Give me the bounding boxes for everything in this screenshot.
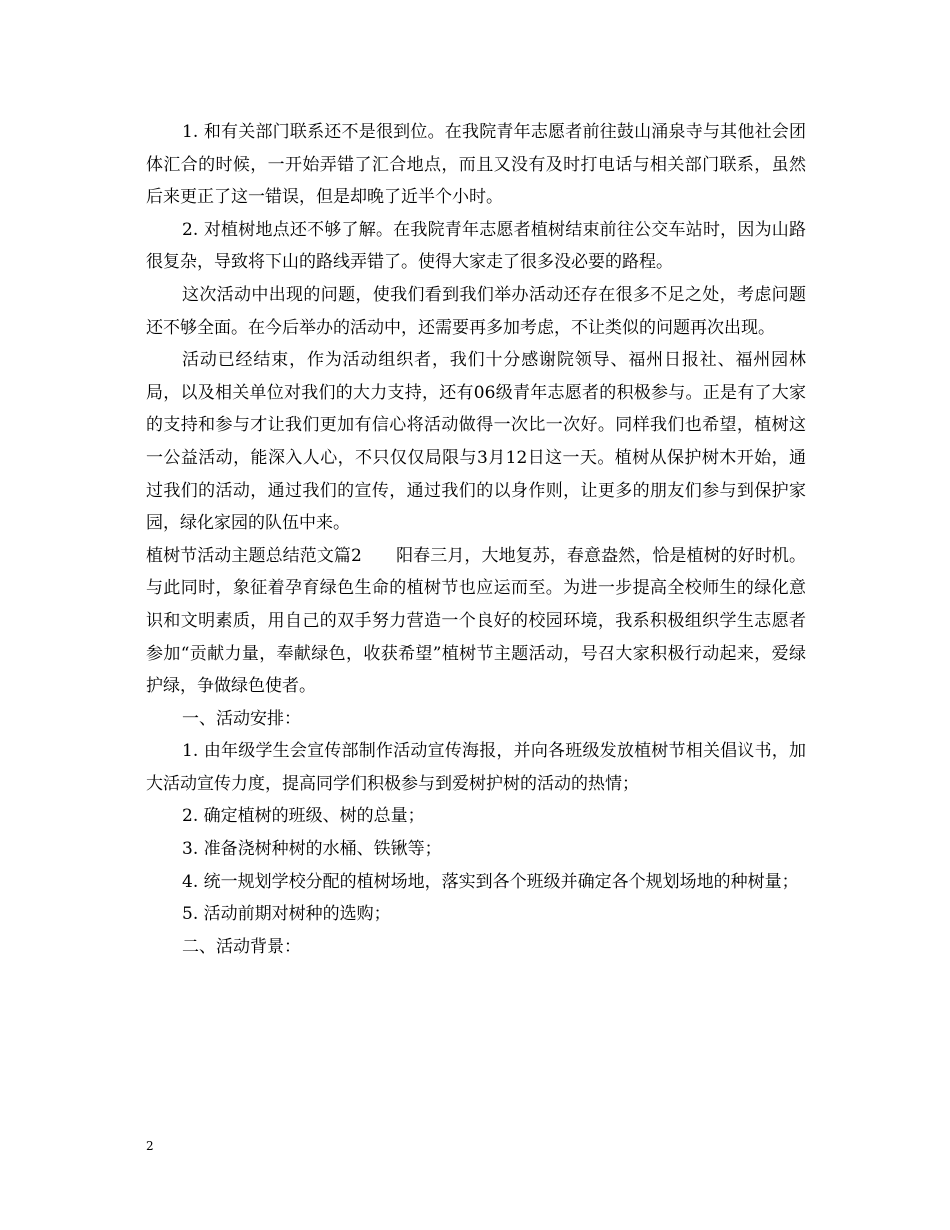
section-heading-background: 二、活动背景： bbox=[182, 936, 301, 957]
list-item-4: 4. 统一规划学校分配的植树场地，落实到各个班级并确定各个规划场地的种树量； bbox=[182, 871, 799, 892]
list-item-2: 2. 确定植树的班级、树的总量； bbox=[182, 806, 425, 827]
paragraph-3: 这次活动中出现的问题，使我们看到我们举办活动还存在很多不足之处，考虑问题还不够全面。在今后举办的活动中，还需要再多加考虑，不让类似的问题再次出现。 bbox=[146, 284, 806, 338]
list-item-5: 5. 活动前期对树种的选购； bbox=[182, 904, 391, 925]
list-item-1: 1. 由年级学生会宣传部制作活动宣传海报，并向各班级发放植树节相关倡议书，加大活动宣传力度，提高同学们积极参与到爱树护树的活动的热情； bbox=[146, 741, 806, 794]
page-number: 2 bbox=[146, 1139, 154, 1153]
list-item-3: 3. 准备浇树种树的水桶、铁锹等； bbox=[182, 839, 442, 860]
paragraph-2: 2. 对植树地点还不够了解。在我院青年志愿者植树结束前往公交车站时，因为山路很复杂，导致将下山的路线弄错了。使得大家走了很多没必要的路程。 bbox=[146, 219, 806, 273]
paragraph-4: 活动已经结束，作为活动组织者，我们十分感谢院领导、福州日报社、福州园林局，以及相关单位对我们的大力支持，还有06级青年志愿者的积极参与。正是有了大家的支持和参与才让我们更加有信心将活动做得一次比一次好。同样我们也希望，植树这一公益活动，能深入人心，不只仅仅局限与3月12日这一天。植树从保护树木开始，通过我们的活动，通过我们的宣传，通过我们的以身作则，让更多的朋友们参与到保护家园，绿化家园的队伍中来。 bbox=[146, 350, 806, 534]
document-body bbox=[146, 116, 806, 963]
paragraph-5: 植树节活动主题总结范文篇2 阳春三月，大地复苏，春意盎然，恰是植树的好时机。与此同时，象征着孕育绿色生命的植树节也应运而至。为进一步提高全校师生的绿化意识和文明素质，用自己的双手努力营造一个良好的校园环境，我系积极组织学生志愿者参加“贡献力量，奉献绿色，收获希望”植树节主题活动，号召大家积极行动起来，爱绿护绿，争做绿色使者。 bbox=[146, 545, 806, 697]
paragraph-1: 1. 和有关部门联系还不是很到位。在我院青年志愿者前往鼓山涌泉寺与其他社会团体汇合的时候，一开始弄错了汇合地点，而且又没有及时打电话与相关部门联系，虽然后来更正了这一错误，但是却晚了近半个小时。 bbox=[146, 122, 806, 208]
section-heading-arrangement: 一、活动安排： bbox=[182, 708, 301, 729]
